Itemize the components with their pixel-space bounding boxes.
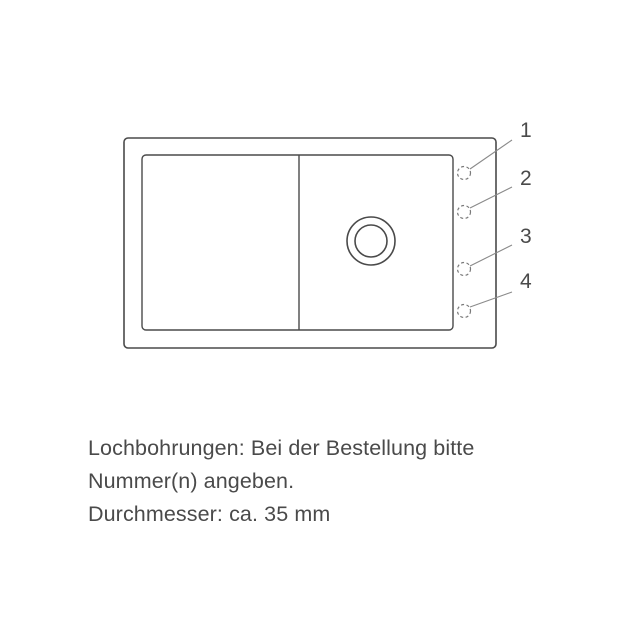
caption-line-2: Nummer(n) angeben. [88, 469, 295, 493]
callout-leader-3 [470, 245, 512, 266]
tap-hole-mark-4 [458, 305, 471, 318]
callout-number-3: 3 [520, 225, 532, 248]
callout-leader-1 [470, 140, 512, 169]
callout-leader-4 [470, 292, 512, 307]
callout-number-4: 4 [520, 270, 532, 293]
caption-line-3: Durchmesser: ca. 35 mm [88, 502, 331, 526]
sink-outer-rim [124, 138, 496, 348]
tap-hole-mark-3 [458, 263, 471, 276]
caption-line-1: Lochbohrungen: Bei der Bestellung bitte [88, 436, 475, 460]
caption-block [88, 432, 588, 531]
sink-inner-area [142, 155, 453, 330]
callout-number-2: 2 [520, 167, 532, 190]
tap-hole-mark-2 [458, 206, 471, 219]
tap-hole-mark-1 [458, 167, 471, 180]
sink-drain-inner-ring [355, 225, 387, 257]
callout-leader-2 [470, 187, 512, 208]
callout-number-1: 1 [520, 119, 532, 142]
